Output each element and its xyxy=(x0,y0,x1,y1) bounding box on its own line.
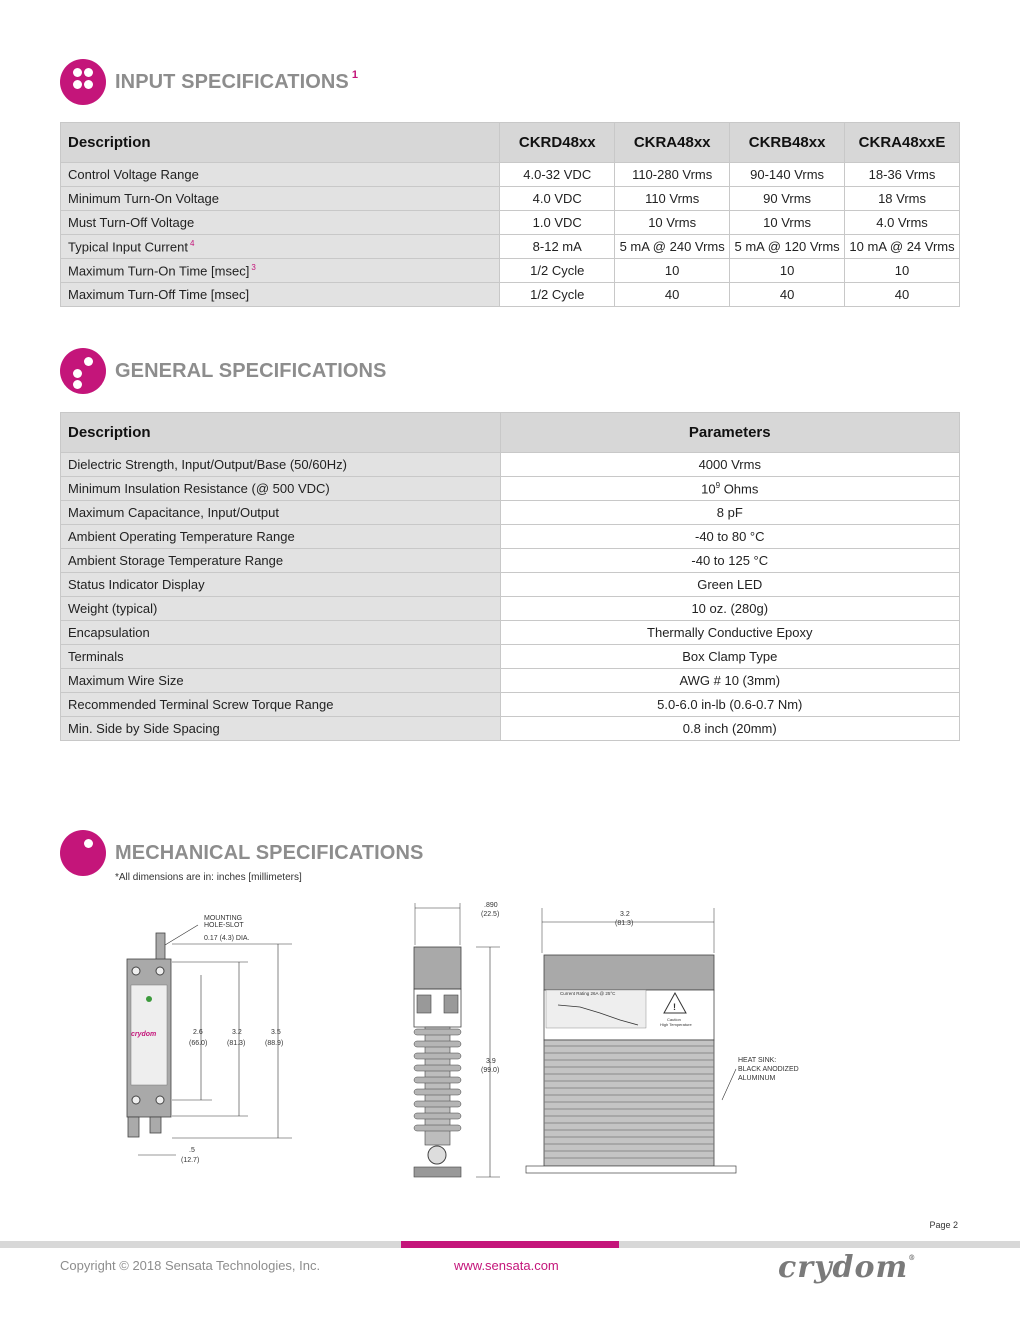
value-text: -40 to 80 °C xyxy=(695,529,765,544)
cell-value: 5 mA @ 240 Vrms xyxy=(615,235,730,259)
table-row xyxy=(61,477,960,501)
table-row xyxy=(61,693,960,717)
cell-value xyxy=(500,621,959,645)
column-header: CKRA48xxE xyxy=(845,123,960,163)
table-row xyxy=(61,453,960,477)
cell-value: 110-280 Vrms xyxy=(615,163,730,187)
row-label: Maximum Wire Size xyxy=(61,669,501,693)
column-header: CKRD48xx xyxy=(500,123,615,163)
dim-26-mm: (66.0) xyxy=(189,1040,208,1047)
row-label-text: Must Turn-Off Voltage xyxy=(68,215,195,230)
table-row xyxy=(61,211,960,235)
dim-top-32-mm: (81.3) xyxy=(615,920,634,927)
cell-value xyxy=(500,501,959,525)
value-text: 4000 Vrms xyxy=(698,457,761,472)
copyright-text: Copyright © 2018 Sensata Technologies, Inc. xyxy=(60,1258,321,1273)
cell-value: 1/2 Cycle xyxy=(500,283,615,307)
dim-05: .5 xyxy=(189,1147,195,1154)
section-title-general: GENERAL SPECIFICATIONS xyxy=(115,359,387,382)
table-row xyxy=(61,669,960,693)
cell-value: 10 Vrms xyxy=(615,211,730,235)
row-label: Ambient Storage Temperature Range xyxy=(61,549,501,573)
table-row xyxy=(61,525,960,549)
row-label: Terminals xyxy=(61,645,501,669)
side-view xyxy=(414,902,500,1177)
cell-value xyxy=(500,645,959,669)
input-spec-table xyxy=(60,122,960,307)
column-header: Parameters xyxy=(500,413,959,453)
row-label xyxy=(61,283,500,307)
section-title-mechanical: MECHANICAL SPECIFICATIONS xyxy=(115,841,424,864)
table-row xyxy=(61,235,960,259)
three-dot-icon xyxy=(60,348,106,394)
general-spec-table xyxy=(60,412,960,741)
rear-view xyxy=(526,908,799,1173)
row-label xyxy=(61,211,500,235)
cell-value xyxy=(500,453,959,477)
row-label-text: Minimum Turn-On Voltage xyxy=(68,191,220,206)
mechanical-drawing xyxy=(0,895,1020,1185)
cell-value: 5 mA @ 120 Vrms xyxy=(730,235,845,259)
cell-value: 4.0 VDC xyxy=(500,187,615,211)
row-label-text: Typical Input Current xyxy=(68,239,188,255)
cell-value: 4.0 Vrms xyxy=(845,211,960,235)
value-text: -40 to 125 °C xyxy=(691,553,769,568)
value-text: Thermally Conductive Epoxy xyxy=(647,625,813,640)
row-label-text: Maximum Turn-On Time [msec] xyxy=(68,263,250,279)
dim-090: .890 xyxy=(484,902,498,909)
table-row xyxy=(61,259,960,283)
column-header: Description xyxy=(61,123,500,163)
cell-value: 90 Vrms xyxy=(730,187,845,211)
cell-value xyxy=(500,717,959,741)
dim-26: 2.6 xyxy=(193,1029,203,1036)
table-row xyxy=(61,501,960,525)
value-text: 8 pF xyxy=(716,505,743,520)
row-label-text: Control Voltage Range xyxy=(68,167,199,182)
cell-value xyxy=(500,669,959,693)
row-label: Recommended Terminal Screw Torque Range xyxy=(61,693,501,717)
table-row xyxy=(61,597,960,621)
table-row xyxy=(61,163,960,187)
section-title-input: INPUT SPECIFICATIONS $^1$ xyxy=(115,68,359,93)
row-label xyxy=(61,187,500,211)
footnote-marker: 4 xyxy=(189,238,195,248)
dimension-note: *All dimensions are in: inches [millimeters] xyxy=(115,872,302,883)
cell-value: 1.0 VDC xyxy=(500,211,615,235)
row-label: Maximum Capacitance, Input/Output xyxy=(61,501,501,525)
chart-caption: Current Rating 26A @ 25°C xyxy=(560,991,616,996)
mechanical-spec-heading xyxy=(60,828,423,878)
cell-value: 18-36 Vrms xyxy=(845,163,960,187)
svg-text:!: ! xyxy=(673,1002,676,1012)
column-header: CKRB48xx xyxy=(730,123,845,163)
value-suffix: Ohms xyxy=(720,481,759,497)
cell-value xyxy=(500,525,959,549)
dim-35: 3.5 xyxy=(271,1029,281,1036)
cell-value: 40 xyxy=(615,283,730,307)
cell-value xyxy=(500,597,959,621)
cell-value xyxy=(500,573,959,597)
value-text: Box Clamp Type xyxy=(682,649,778,664)
dim-32-mm: (81.3) xyxy=(227,1040,246,1047)
cell-value: 18 Vrms xyxy=(845,187,960,211)
cell-value: 10 mA @ 24 Vrms xyxy=(845,235,960,259)
cell-value xyxy=(500,477,959,501)
dim-top-32: 3.2 xyxy=(620,911,630,918)
cell-value: 8-12 mA xyxy=(500,235,615,259)
cell-value: 40 xyxy=(730,283,845,307)
column-header: Description xyxy=(61,413,501,453)
general-spec-heading xyxy=(60,346,387,396)
row-label xyxy=(61,259,500,283)
heatsink-label-1: HEAT SINK: xyxy=(738,1057,777,1064)
dim-39: 3.9 xyxy=(486,1058,496,1065)
cell-value xyxy=(500,693,959,717)
table-row xyxy=(61,645,960,669)
value-text: 10 xyxy=(701,481,716,497)
footnote-marker: 3 xyxy=(251,262,256,272)
dim-05-mm: (12.7) xyxy=(181,1157,200,1164)
one-dot-icon xyxy=(60,830,106,876)
row-label xyxy=(61,163,500,187)
website-link[interactable]: www.sensata.com xyxy=(454,1258,559,1273)
input-spec-heading xyxy=(60,57,358,107)
value-text: Green LED xyxy=(697,577,763,592)
cell-value: 10 xyxy=(845,259,960,283)
cell-value: 40 xyxy=(845,283,960,307)
cell-value: 1/2 Cycle xyxy=(500,259,615,283)
row-label: Weight (typical) xyxy=(61,597,501,621)
table-row xyxy=(61,283,960,307)
table-row xyxy=(61,717,960,741)
row-label: Min. Side by Side Spacing xyxy=(61,717,501,741)
row-label: Encapsulation xyxy=(61,621,501,645)
footer-accent-bar xyxy=(401,1241,619,1248)
value-text: 10 oz. (280g) xyxy=(691,601,769,616)
value-text: 0.8 inch (20mm) xyxy=(682,721,777,736)
heatsink-label-3: ALUMINUM xyxy=(738,1075,776,1082)
value-text: AWG # 10 (3mm) xyxy=(679,673,781,688)
dim-39-mm: (99.0) xyxy=(481,1067,500,1074)
device-brand: crydom xyxy=(131,1031,157,1038)
mounting-label-3: 0.17 (4.3) DIA. xyxy=(204,935,250,942)
value-text: 5.0-6.0 in-lb (0.6-0.7 Nm) xyxy=(657,697,803,712)
value-exponent: 9 xyxy=(715,480,721,490)
cell-value: 10 xyxy=(730,259,845,283)
cell-value: 90-140 Vrms xyxy=(730,163,845,187)
dim-35-mm: (88.9) xyxy=(265,1040,284,1047)
front-view xyxy=(127,915,292,1164)
row-label: Ambient Operating Temperature Range xyxy=(61,525,501,549)
cell-value: 4.0-32 VDC xyxy=(500,163,615,187)
mounting-label-1: MOUNTING xyxy=(204,915,243,922)
caution-label-2: High Temperature xyxy=(660,1022,692,1027)
mounting-label-2: HOLE-SLOT xyxy=(204,922,244,929)
dim-32: 3.2 xyxy=(232,1029,242,1036)
table-header-row xyxy=(61,413,960,453)
cell-value xyxy=(500,549,959,573)
page-number: Page 2 xyxy=(929,1220,958,1230)
table-row xyxy=(61,549,960,573)
column-header: CKRA48xx xyxy=(615,123,730,163)
dim-090-mm: (22.5) xyxy=(481,911,500,918)
row-label: Minimum Insulation Resistance (@ 500 VDC) xyxy=(61,477,501,501)
row-label: Dielectric Strength, Input/Output/Base (50/60Hz) xyxy=(61,453,501,477)
heatsink-label-2: BLACK ANODIZED xyxy=(738,1066,799,1073)
caution-label-1: Caution xyxy=(667,1017,681,1022)
row-label-text: Maximum Turn-Off Time [msec] xyxy=(68,287,250,302)
four-dot-icon xyxy=(60,59,106,105)
crydom-logo: crydom® xyxy=(778,1250,917,1285)
table-row xyxy=(61,187,960,211)
table-row xyxy=(61,621,960,645)
cell-value: 110 Vrms xyxy=(615,187,730,211)
cell-value: 10 xyxy=(615,259,730,283)
table-row xyxy=(61,573,960,597)
cell-value: 10 Vrms xyxy=(730,211,845,235)
row-label: Status Indicator Display xyxy=(61,573,501,597)
row-label xyxy=(61,235,500,259)
table-header-row xyxy=(61,123,960,163)
